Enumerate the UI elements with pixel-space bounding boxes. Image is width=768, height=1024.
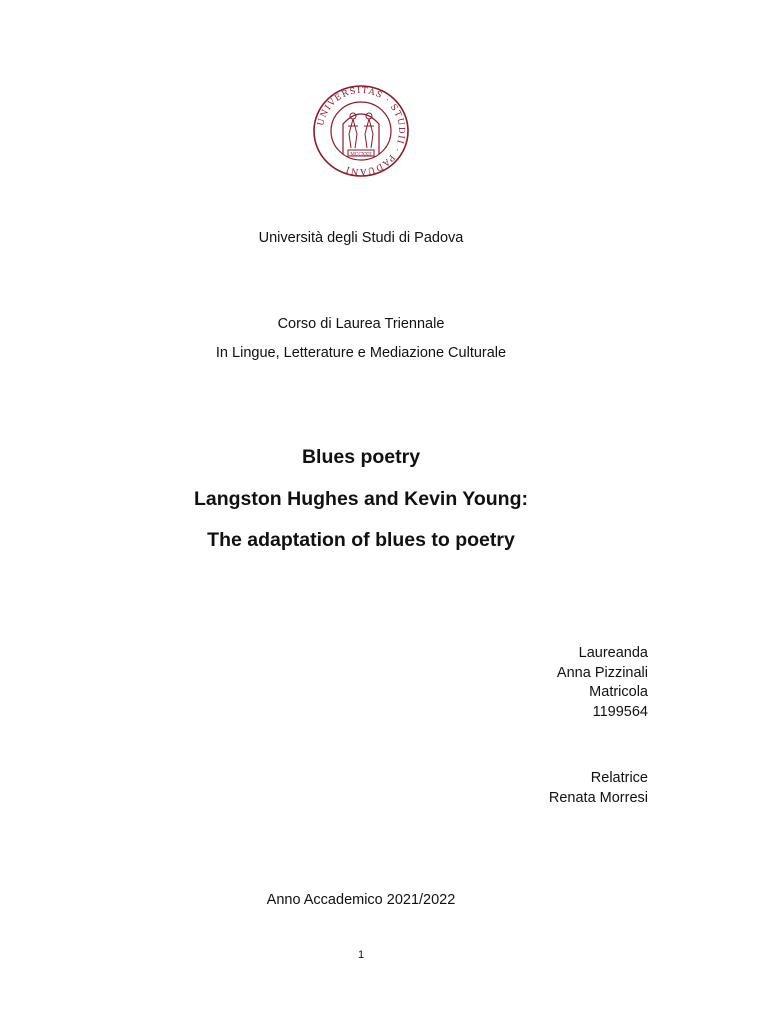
student-name: Anna Pizzinali xyxy=(556,664,648,681)
svg-text:UNIVERSITAS · STUDII · PADUANI: UNIVERSITAS · STUDII · PADUANI xyxy=(316,85,407,177)
student-id-label: Matricola xyxy=(589,684,648,700)
course-type: Corso di Laurea Triennale xyxy=(277,316,445,332)
student-role: Laureanda xyxy=(578,645,648,661)
thesis-title-line-2: Langston Hughes and Kevin Young: xyxy=(193,488,529,510)
university-name: Università degli Studi di Padova xyxy=(258,230,464,246)
supervisor-name: Renata Morresi xyxy=(548,789,648,806)
academic-year: Anno Accademico 2021/2022 xyxy=(266,892,456,908)
thesis-title-line-3: The adaptation of blues to poetry xyxy=(207,529,515,551)
svg-text:MCCXXII: MCCXXII xyxy=(350,152,372,158)
student-info xyxy=(557,644,648,722)
course-name: In Lingue, Letterature e Mediazione Culturale xyxy=(215,345,507,361)
page-number: 1 xyxy=(357,949,365,961)
supervisor-role: Relatrice xyxy=(590,770,648,786)
student-id-number: 1199564 xyxy=(592,703,648,720)
thesis-title-line-1: Blues poetry xyxy=(301,446,421,468)
university-seal-logo xyxy=(310,84,412,178)
supervisor-info xyxy=(549,769,648,808)
